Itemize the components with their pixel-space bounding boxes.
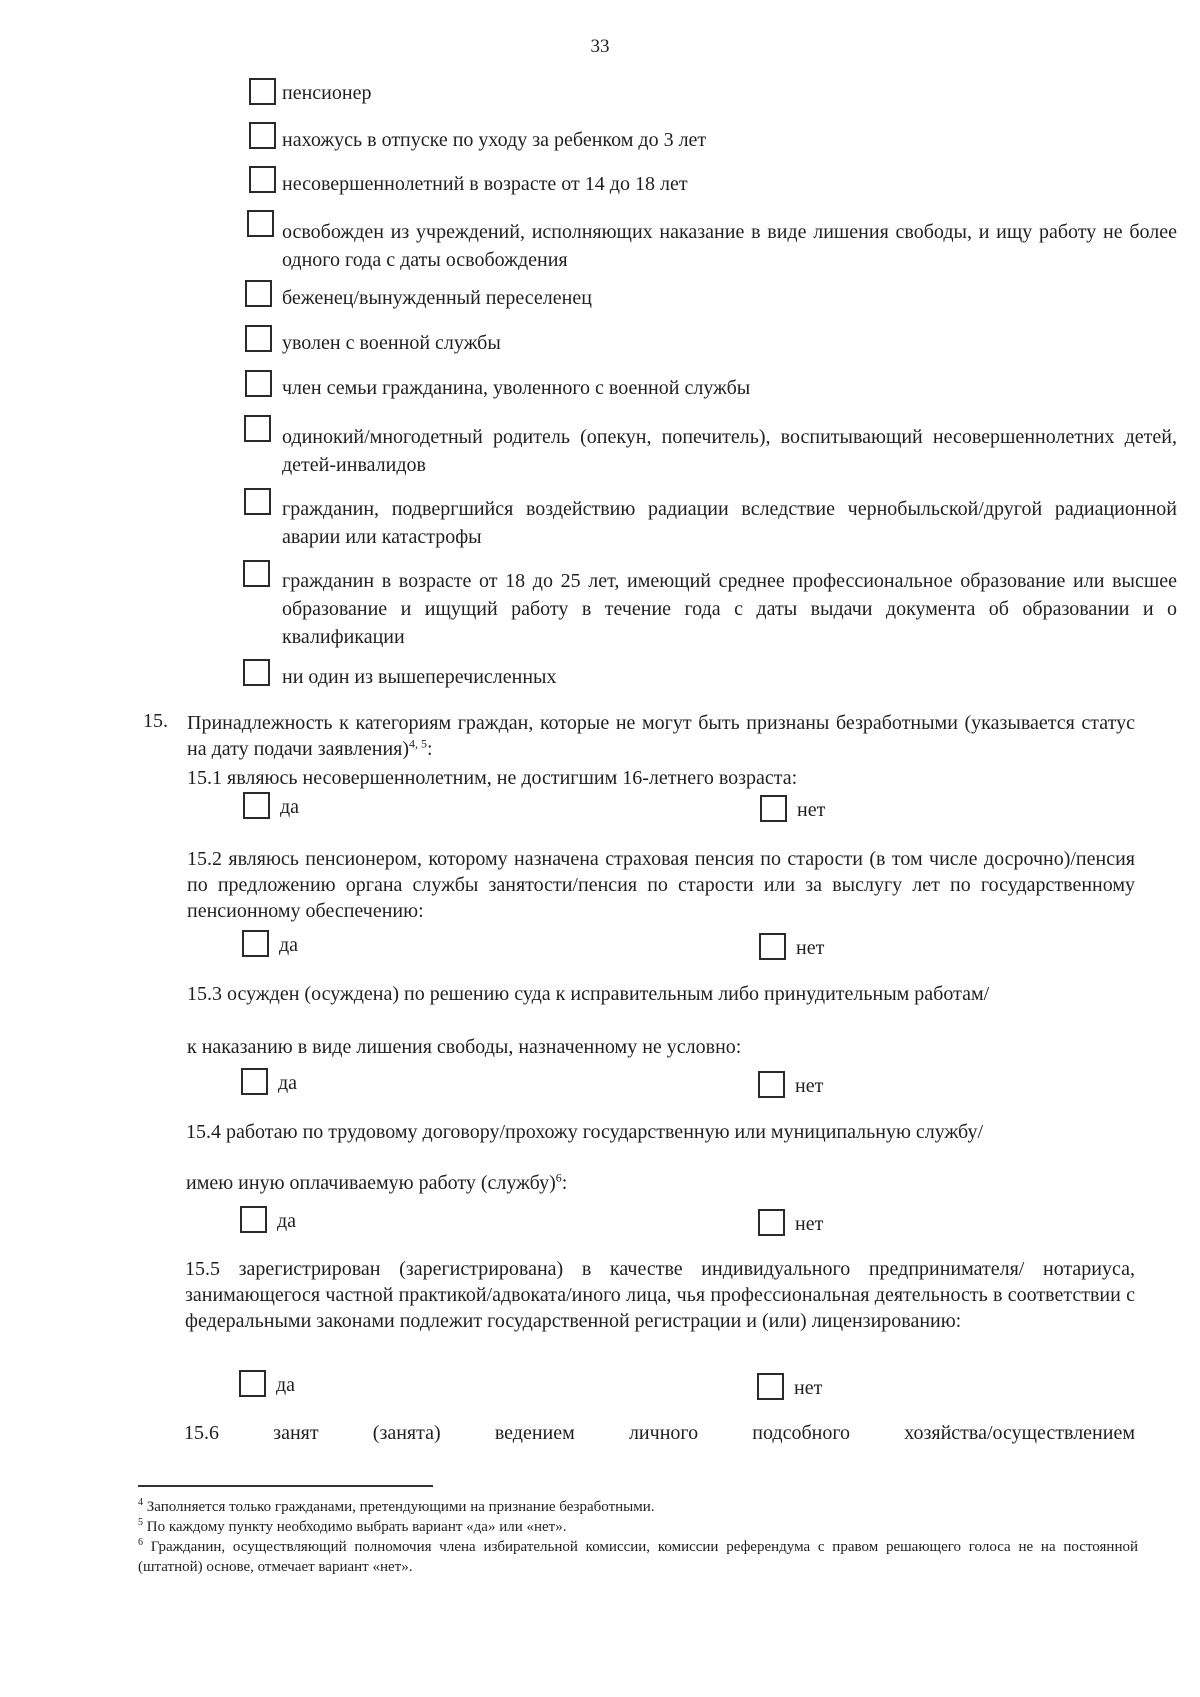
checkbox-15-4-no[interactable] <box>758 1209 785 1236</box>
no-label: нет <box>794 1377 823 1399</box>
option-label: беженец/вынужденный переселенец <box>282 287 592 309</box>
yes-label: да <box>280 796 300 818</box>
section-title-text: Принадлежность к категориям граждан, которые не могут быть признаны безработными (указывается статус на дату подачи заявления) <box>187 712 1135 760</box>
yes-label: да <box>279 934 299 956</box>
yes-label: да <box>276 1374 296 1396</box>
section-title-colon: : <box>427 738 433 760</box>
footnote-5 <box>138 1517 1138 1537</box>
no-label: нет <box>795 1213 824 1235</box>
footnote-ref: 6 <box>555 1170 562 1185</box>
checkbox-15-3-no[interactable] <box>758 1071 785 1098</box>
footnote-text: По каждому пункту необходимо выбрать вариант «да» или «нет». <box>146 1519 567 1535</box>
checkbox-minor-14-18[interactable] <box>249 166 276 193</box>
item-15-3-text: 15.3 осужден (осуждена) по решению суда к исправительным либо принудительным работам/ <box>187 983 990 1005</box>
option-label: одинокий/многодетный родитель (опекун, попечитель), воспитывающий несовершеннолетних детей, детей-инвалидов <box>282 426 1177 476</box>
option-label: уволен с военной службы <box>282 332 501 354</box>
item-15-4-text2-main: имею иную оплачиваемую работу (службу) <box>186 1172 556 1194</box>
item-15-6-text: 15.6 занят (занята) ведением личного подсобного хозяйства/осуществлением <box>184 1422 1135 1444</box>
checkbox-pensioner[interactable] <box>249 78 276 105</box>
section-title <box>187 710 1135 762</box>
checkbox-released-from-prison[interactable] <box>247 210 274 237</box>
checkbox-parental-leave[interactable] <box>249 122 276 149</box>
yes-label: да <box>277 1210 297 1232</box>
option-label: освобожден из учреждений, исполняющих наказание в виде лишения свободы, и ищу работу не более одного года с даты освобождения <box>282 221 1177 271</box>
footnote-number: 4 <box>138 1497 143 1508</box>
checkbox-refugee[interactable] <box>245 280 272 307</box>
section-number: 15. <box>143 710 168 732</box>
checkbox-15-2-no[interactable] <box>759 933 786 960</box>
option-label: член семьи гражданина, уволенного с военной службы <box>282 377 751 399</box>
item-15-3-text2: к наказанию в виде лишения свободы, назначенному не условно: <box>187 1036 742 1058</box>
checkbox-15-1-no[interactable] <box>760 795 787 822</box>
item-15-2-text: 15.2 являюсь пенсионером, которому назначена страховая пенсия по старости (в том числе досрочно)/пенсия по предложению органа службы занятости/пенсия по старости или за выслугу лет по государственному пенсионному обеспечению: <box>187 848 1135 922</box>
checkbox-15-5-no[interactable] <box>757 1373 784 1400</box>
checkbox-dismissed-military[interactable] <box>245 325 272 352</box>
footnote-divider <box>138 1485 433 1487</box>
checkbox-single-parent[interactable] <box>244 415 271 442</box>
no-label: нет <box>795 1075 824 1097</box>
footnote-text: Гражданин, осуществляющий полномочия члена избирательной комиссии, комиссии референдума с правом решающего голоса не на постоянной (штатной) основе, отмечает вариант «нет». <box>138 1539 1139 1575</box>
checkbox-15-5-yes[interactable] <box>239 1370 266 1397</box>
checkbox-radiation[interactable] <box>244 488 271 515</box>
option-label: пенсионер <box>282 82 372 104</box>
checkbox-age-18-25-graduate[interactable] <box>243 560 270 587</box>
footnote-number: 5 <box>138 1517 143 1528</box>
yes-label: да <box>278 1072 298 1094</box>
checkbox-15-4-yes[interactable] <box>240 1206 267 1233</box>
footnote-text: Заполняется только гражданами, претендующими на признание безработными. <box>146 1499 655 1515</box>
footnote-4 <box>138 1497 1138 1517</box>
checkbox-15-2-yes[interactable] <box>242 930 269 957</box>
checkbox-15-3-yes[interactable] <box>241 1068 268 1095</box>
item-15-5-text: 15.5 зарегистрирован (зарегистрирована) в качестве индивидуального предпринимателя/ нотариуса, занимающегося частной практикой/адвоката/иного лица, чья профессиональная деятельность в соответствии с федеральными законами подлежит государственной регистрации и (или) лицензированию: <box>185 1258 1135 1332</box>
page-number: 33 <box>590 36 610 57</box>
footnote-6 <box>138 1537 1138 1577</box>
checkbox-none-of-above[interactable] <box>243 659 270 686</box>
option-label: нахожусь в отпуске по уходу за ребенком до 3 лет <box>282 129 707 151</box>
footnote-number: 6 <box>138 1537 143 1548</box>
checkbox-military-family[interactable] <box>245 370 272 397</box>
item-15-4-text: 15.4 работаю по трудовому договору/прохожу государственную или муниципальную службу/ <box>186 1121 984 1143</box>
option-label: несовершеннолетний в возрасте от 14 до 18 лет <box>282 173 688 195</box>
item-15-4-colon: : <box>561 1172 568 1194</box>
option-label: гражданин, подвергшийся воздействию радиации вследствие чернобыльской/другой радиационной аварии или катастрофы <box>282 498 1177 548</box>
item-15-4-text2 <box>186 1172 567 1195</box>
footnote-ref: 4, 5 <box>409 736 428 751</box>
item-15-1-text: 15.1 являюсь несовершеннолетним, не достигшим 16-летнего возраста: <box>187 767 798 789</box>
no-label: нет <box>796 937 825 959</box>
checkbox-15-1-yes[interactable] <box>243 792 270 819</box>
option-label: ни один из вышеперечисленных <box>282 666 557 688</box>
option-label: гражданин в возрасте от 18 до 25 лет, имеющий среднее профессиональное образование или высшее образование и ищущий работу в течение года с даты выдачи документа об образовании и о квалификации <box>282 570 1177 648</box>
no-label: нет <box>797 799 826 821</box>
